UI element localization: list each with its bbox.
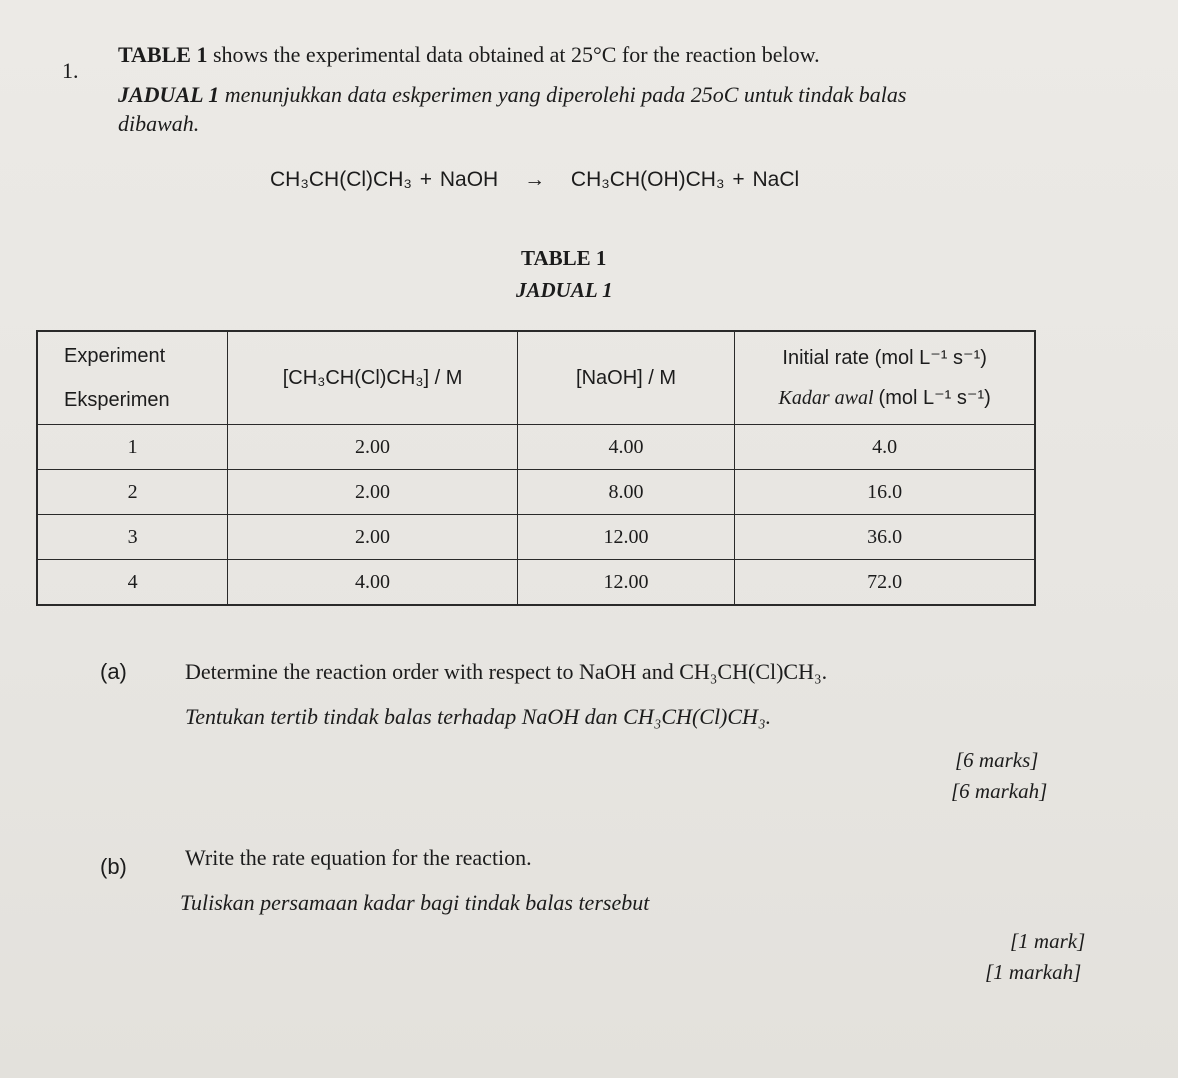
cell-conc-a: 2.00 (228, 515, 518, 560)
intro-en-text: shows the experimental data obtained at 25°C for the reaction below. (207, 42, 820, 67)
product-2: NaCl (752, 168, 800, 191)
header-rate-ms (735, 378, 1034, 418)
question-intro-en (118, 42, 820, 68)
table-ref-en: TABLE 1 (118, 42, 208, 67)
part-a-question-ms: Tentukan tertib tindak balas terhadap NaOH dan CH₃CH(Cl)CH₃. (185, 704, 772, 729)
table-row (37, 560, 1035, 606)
part-b-question-ms: Tuliskan persamaan kadar bagi tindak balas tersebut (180, 890, 650, 915)
cell-rate: 72.0 (735, 560, 1035, 606)
reactant-1: CH₃CH(Cl)CH₃ (270, 168, 412, 191)
intro-ms-text: menunjukkan data eskperimen yang diperolehi pada 25oC untuk tindak balas (219, 82, 907, 107)
data-table (36, 330, 1036, 606)
reactant-2: NaOH (439, 168, 499, 191)
arrow-icon: → (524, 168, 546, 191)
header-rate-en: Initial rate (mol L⁻¹ s⁻¹) (782, 347, 987, 369)
cell-experiment: 2 (37, 470, 228, 515)
table-header-row (37, 331, 1035, 425)
part-a-marks: [6 marks] (955, 748, 1039, 772)
part-a-label: (a) (100, 659, 127, 684)
part-a-question-en: Determine the reaction order with respect to NaOH and CH₃CH(Cl)CH₃. (185, 659, 828, 684)
cell-rate: 4.0 (735, 425, 1035, 470)
cell-experiment: 3 (37, 515, 228, 560)
cell-conc-b: 12.00 (517, 515, 734, 560)
header-rate-ms-label: Kadar awal (778, 387, 874, 409)
question-intro-ms-line2: dibawah. (118, 111, 200, 136)
cell-experiment: 1 (37, 425, 228, 470)
part-b-markah: [1 markah] (985, 960, 1082, 984)
header-rate (735, 331, 1035, 425)
header-conc-a: [CH₃CH(Cl)CH₃] / M (228, 331, 518, 425)
cell-rate: 36.0 (735, 515, 1035, 560)
cell-conc-b: 4.00 (517, 425, 734, 470)
reaction-equation (270, 168, 799, 192)
table-title: TABLE 1 (521, 246, 607, 270)
header-experiment-en: Experiment (64, 345, 166, 367)
header-experiment-ms: Eksperimen (64, 389, 170, 411)
question-intro-ms (118, 82, 906, 108)
plus-sign: + (419, 168, 433, 191)
cell-experiment: 4 (37, 560, 228, 606)
cell-conc-a: 4.00 (228, 560, 518, 606)
table-row (37, 425, 1035, 470)
header-rate-ms-unit: (mol L⁻¹ s⁻¹) (878, 387, 991, 409)
table-title-ms: JADUAL 1 (516, 278, 613, 302)
header-experiment (37, 331, 228, 425)
part-b-label: (b) (100, 854, 127, 879)
table-ref-ms: JADUAL 1 (118, 82, 220, 107)
question-number: 1. (62, 58, 79, 83)
part-a-markah: [6 markah] (951, 779, 1048, 803)
cell-conc-a: 2.00 (228, 425, 518, 470)
plus-sign: + (732, 168, 745, 191)
cell-conc-b: 12.00 (517, 560, 734, 606)
part-b-question-en: Write the rate equation for the reaction. (185, 845, 532, 870)
cell-conc-b: 8.00 (517, 470, 734, 515)
table-row (37, 515, 1035, 560)
product-1: CH₃CH(OH)CH₃ (570, 168, 725, 191)
table-row (37, 470, 1035, 515)
cell-conc-a: 2.00 (228, 470, 518, 515)
part-b-marks: [1 mark] (1010, 929, 1086, 953)
cell-rate: 16.0 (735, 470, 1035, 515)
header-conc-b: [NaOH] / M (517, 331, 734, 425)
